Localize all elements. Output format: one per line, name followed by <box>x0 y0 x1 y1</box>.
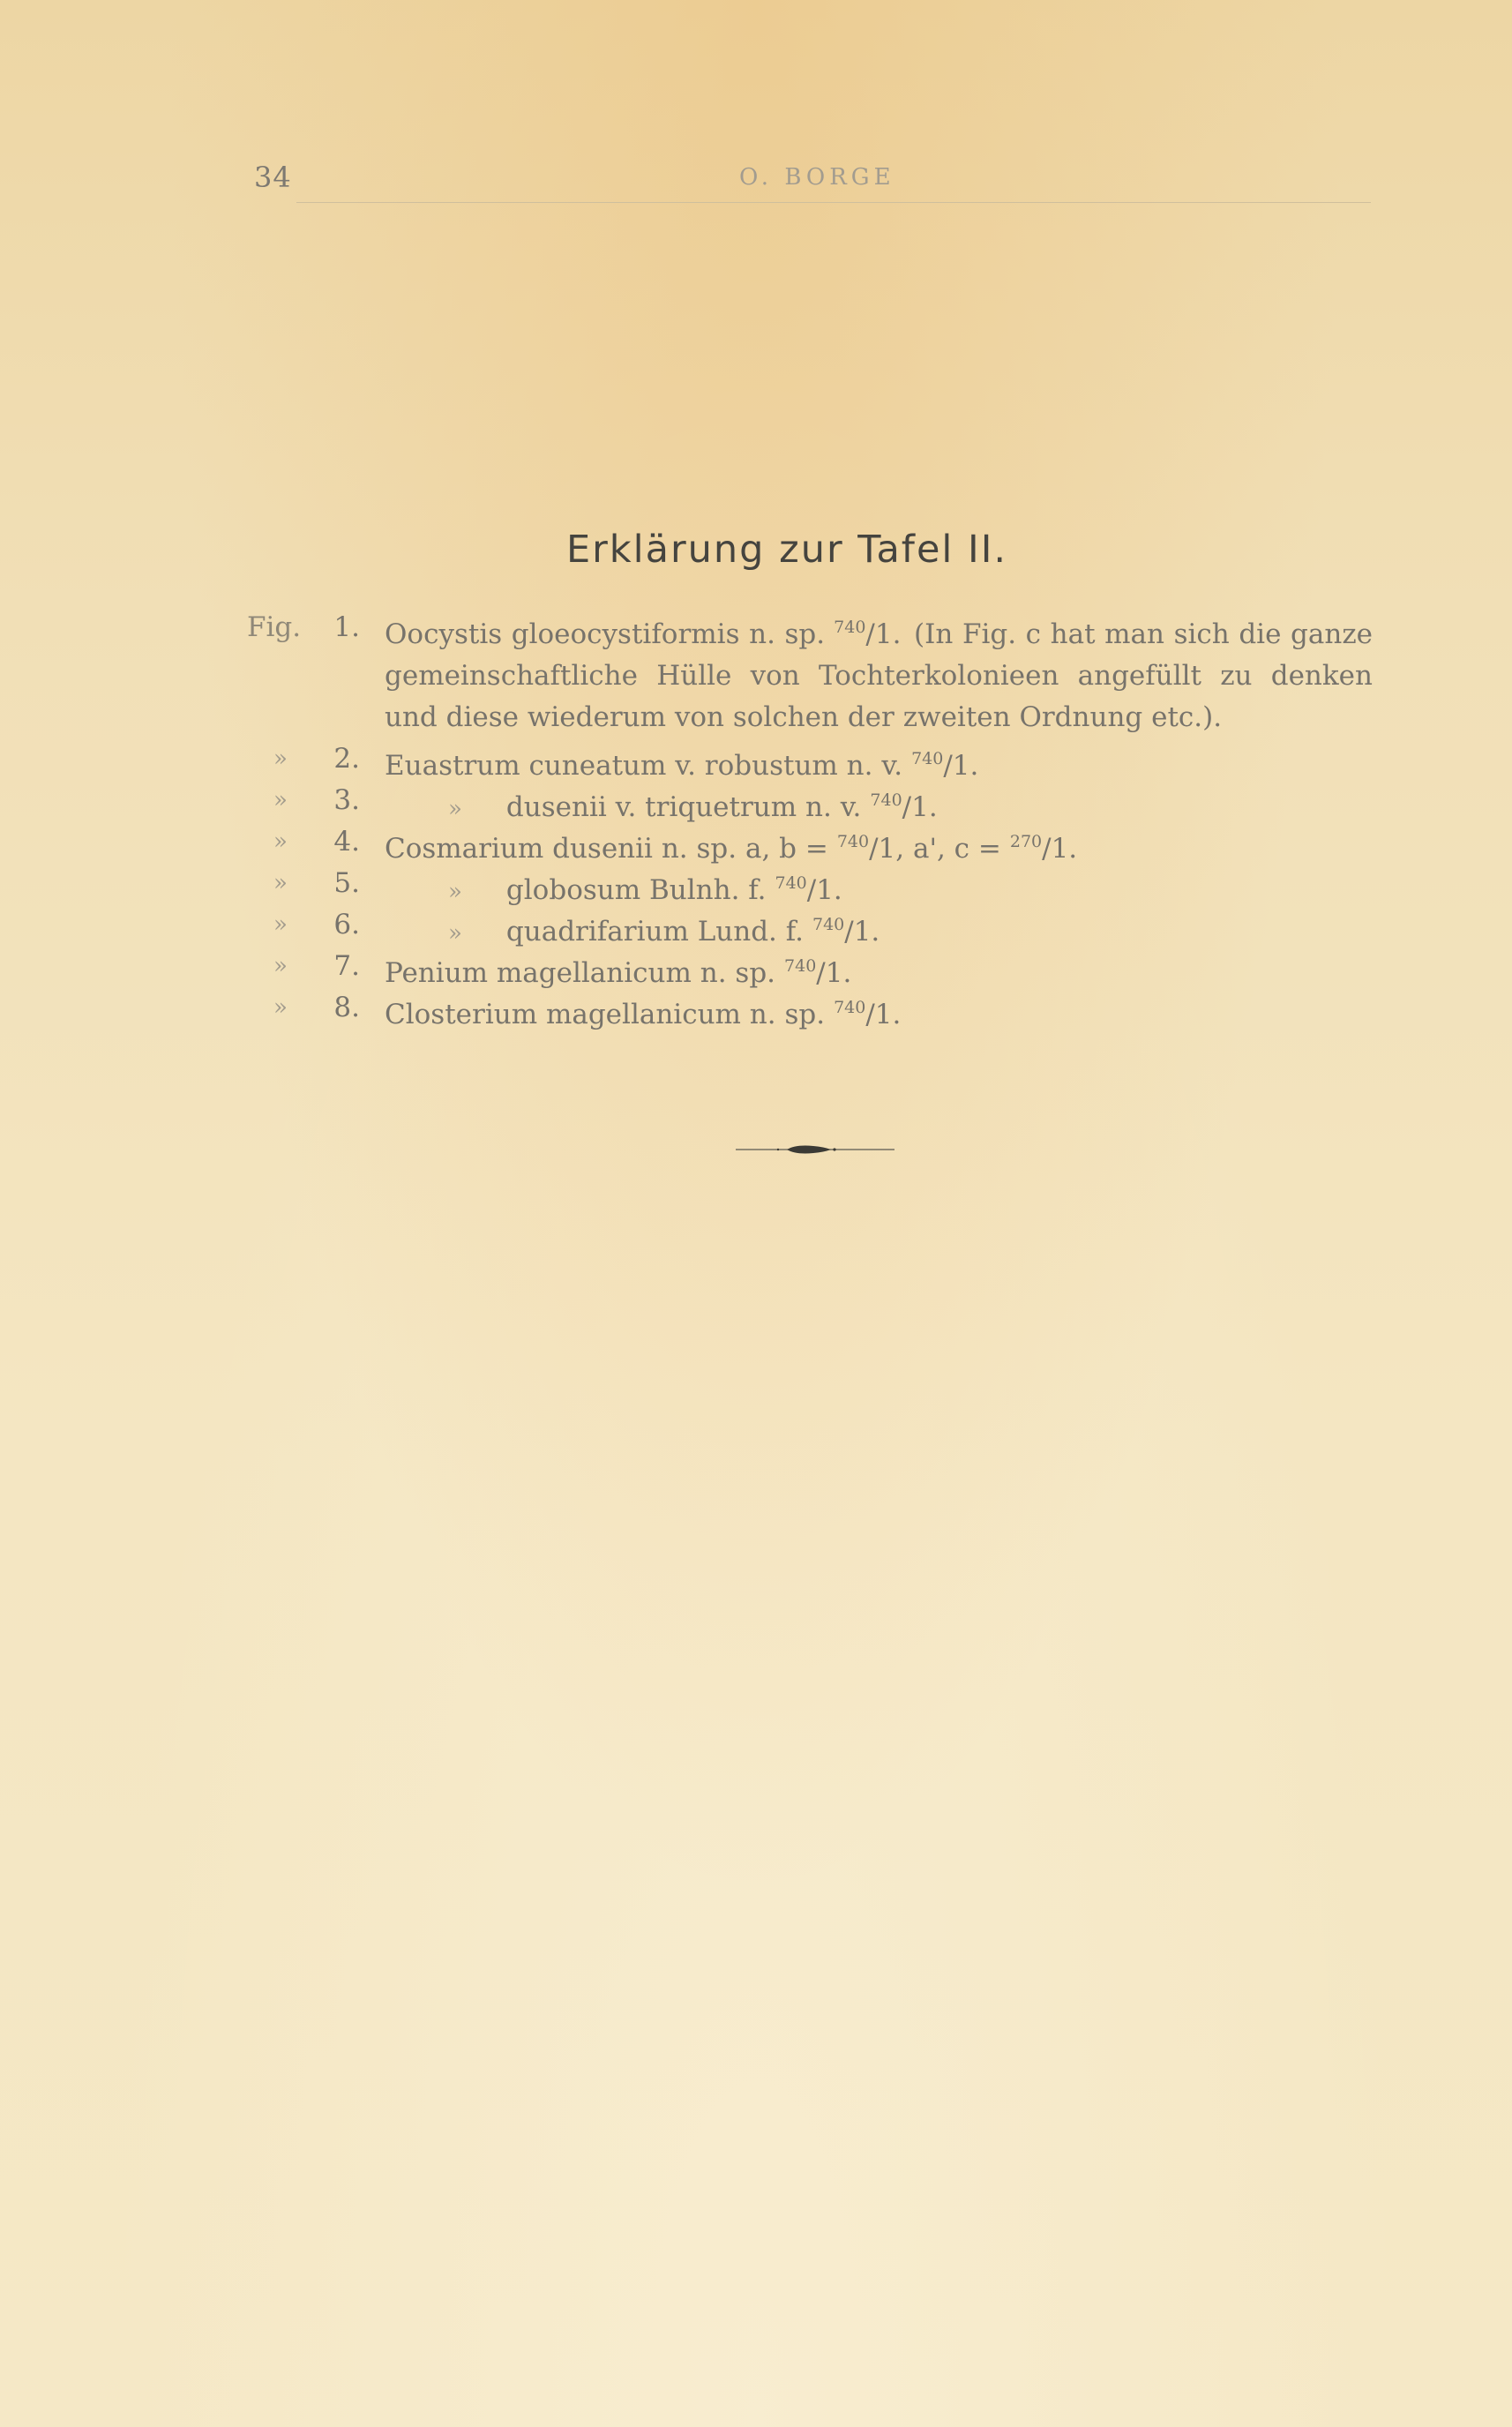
legend-list <box>247 607 1394 1029</box>
running-head: O. BORGE <box>739 164 895 191</box>
ditto-mark: » <box>273 828 288 855</box>
plate-title: Erklärung zur Tafel II. <box>565 528 1008 572</box>
fig-number: 2. <box>333 743 360 775</box>
fig-number: 7. <box>333 950 360 982</box>
species-name: Cosmarium dusenii n. sp. a, b = <box>385 833 828 865</box>
species-name: quadrifarium Lund. f. <box>505 916 804 948</box>
magnification-value: 740 <box>775 873 807 893</box>
end-ornament <box>736 1142 894 1157</box>
ditto-mark: » <box>273 994 288 1021</box>
magnification-value: 740 <box>812 915 845 934</box>
page-number: 34 <box>254 161 292 194</box>
fig-number: 8. <box>333 992 360 1023</box>
magnification-tail: /1. <box>865 618 902 650</box>
ditto-mark: » <box>273 911 288 938</box>
species-name: Penium magellanicum n. sp. <box>385 957 776 989</box>
fig-number: 3. <box>333 784 360 816</box>
page-header <box>0 0 1512 212</box>
entry-text <box>385 607 1373 738</box>
magnification-tail: /1. <box>816 957 852 989</box>
magnification-tail: /1. <box>865 999 902 1030</box>
species-name: Oocystis gloeocystiformis n. sp. <box>385 618 826 650</box>
magnification-value: 740 <box>836 832 870 851</box>
legend-entry-5 <box>247 863 1394 904</box>
fig-number: 4. <box>333 826 360 858</box>
legend-entry-8 <box>247 987 1394 1029</box>
magnification-value: 740 <box>834 618 866 637</box>
magnification-tail-2: /1. <box>1042 833 1078 865</box>
header-rule <box>296 202 1371 203</box>
genus-ditto-mark: » <box>448 879 462 905</box>
fig-number: 5. <box>333 867 360 899</box>
magnification-tail: /1. <box>844 916 880 948</box>
ditto-mark: » <box>273 870 288 896</box>
genus-ditto-mark: » <box>448 796 462 822</box>
genus-ditto-mark: » <box>448 920 462 947</box>
species-name: dusenii v. triquetrum n. v. <box>505 791 862 823</box>
magnification-value: 740 <box>834 998 866 1017</box>
entry-text <box>385 987 901 1036</box>
ditto-mark: » <box>273 787 288 813</box>
magnification-value: 740 <box>911 749 944 768</box>
species-name: globosum Bulnh. f. <box>505 874 767 906</box>
species-name: Closterium magellanicum n. sp. <box>385 999 826 1030</box>
legend-entry-2 <box>247 738 1394 780</box>
fig-number: 6. <box>333 909 360 940</box>
magnification-value: 740 <box>784 956 817 976</box>
magnification-value: 740 <box>870 790 902 810</box>
legend-entry-4 <box>247 821 1394 863</box>
fig-number: 1. <box>333 611 360 643</box>
entry-note: (In Fig. c hat man sich die ganze gemeinschaftliche Hülle von Tochterkolonieen angefüllt zu denken und diese wiederum von solchen der zweiten Ordnung etc.). <box>385 618 1373 733</box>
fig-label: Fig. <box>247 611 302 643</box>
magnification-tail: /1, a', c = <box>869 833 1001 865</box>
magnification-value-2: 270 <box>1009 832 1043 851</box>
legend-entry-7 <box>247 946 1394 987</box>
species-name: Euastrum cuneatum v. robustum n. v. <box>385 750 903 782</box>
legend-entry-3 <box>247 780 1394 821</box>
magnification-tail: /1. <box>902 791 938 823</box>
magnification-tail: /1. <box>943 750 979 782</box>
legend-entry-1 <box>247 607 1394 738</box>
legend-entry-6 <box>247 904 1394 946</box>
ditto-mark: » <box>273 953 288 979</box>
magnification-tail: /1. <box>806 874 842 906</box>
ditto-mark: » <box>273 745 288 772</box>
